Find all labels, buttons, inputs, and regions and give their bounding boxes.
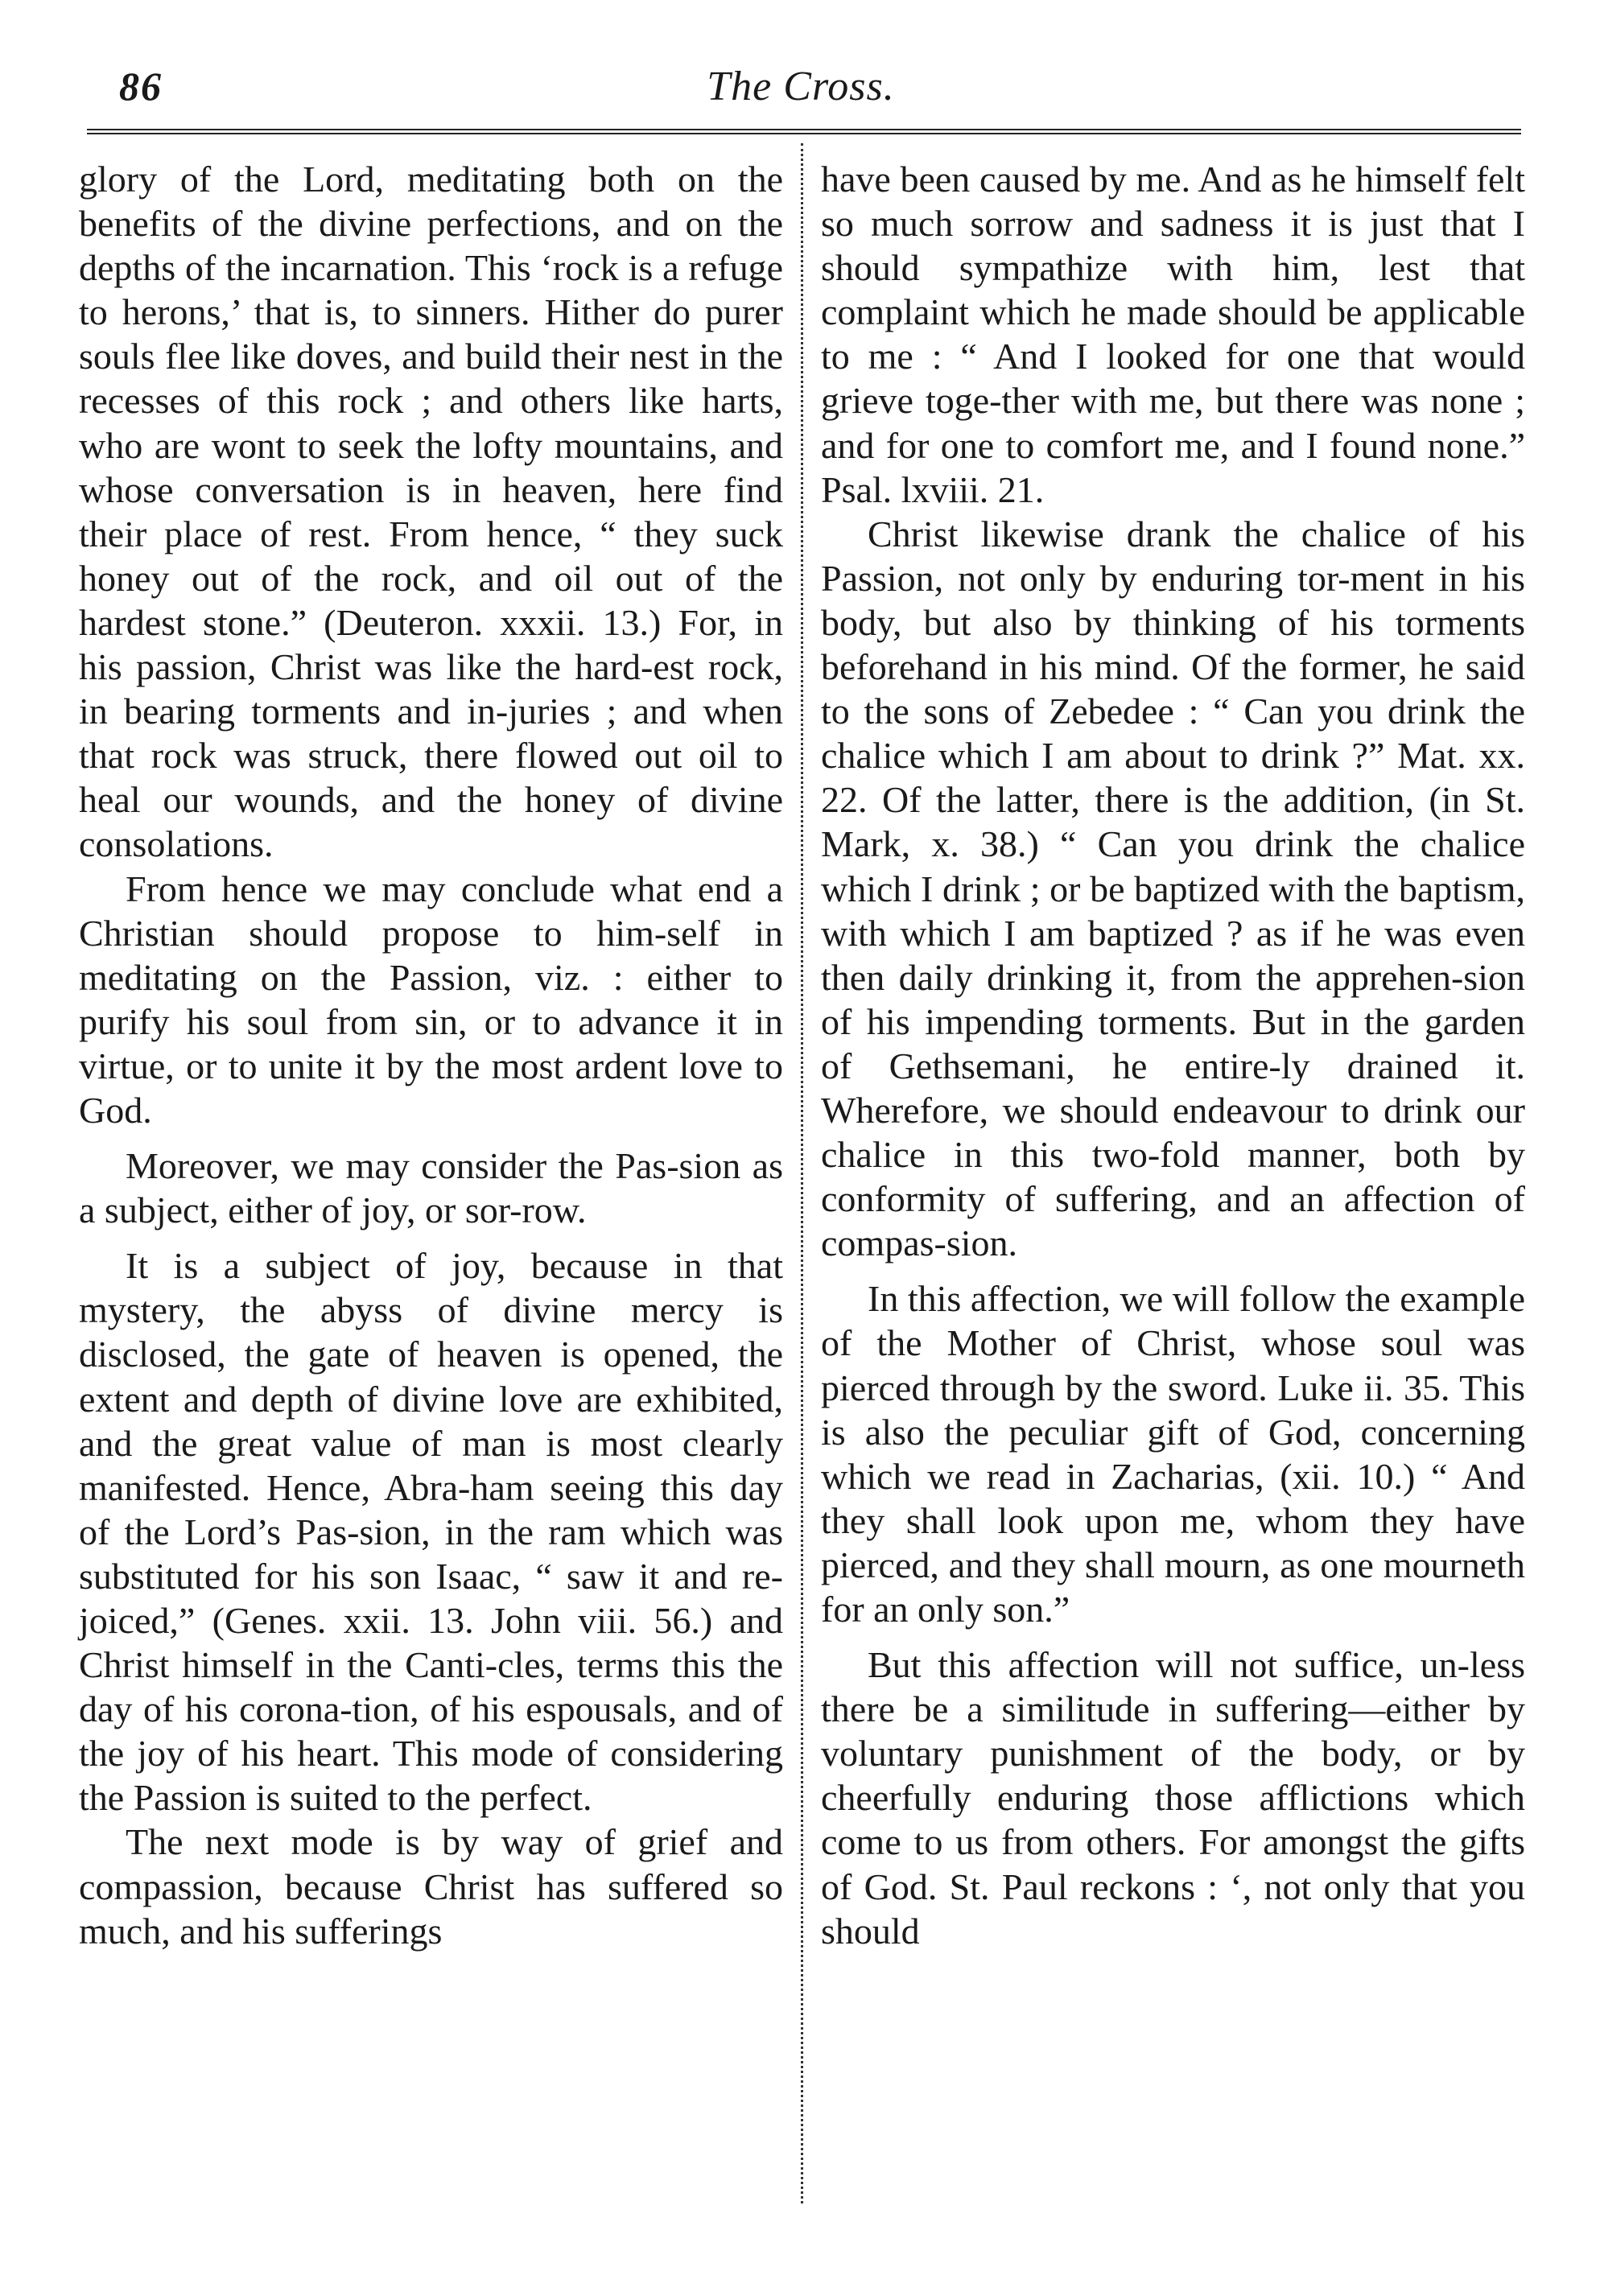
column-divider [801,143,803,2203]
paragraph: Christ likewise drank the chalice of his Passion, not only by enduring tor-ment in his body, but also by thinking of his torments beforehand in his mind. Of the former, he said to the sons of Zebedee : “ Can you drink the chalice which I am about to drink ?” Mat. xx. 22. Of the latter, there is the addition, (in St. Mark, x. 38.) “ Can you drink the chalice which I drink ; or be baptized with the baptism, with which I am baptized ? as if he was even then daily drinking it, from the apprehen-sion of his impending torments. But in the garden of Gethsemani, he entire-ly drained it. Wherefore, we should endeavour to drink our chalice in this two-fold manner, both by conformity of suffering, and an affection of compas-sion. [821,513,1525,1264]
page-number: 86 [119,64,163,109]
paragraph: have been caused by me. And as he himself felt so much sorrow and sadness it is just that I should sympathize with him, lest that complaint which he made should be applicable to me : “ And I looked for one that would grieve toge-ther with me, but there was none ; and for one to comfort me, and I found none.” Psal. lxviii. 21. [821,159,1525,510]
paragraph: From hence we may conclude what end a Christian should propose to him-self in meditating on the Passion, viz. : either to purify his soul from sin, or to advance it in virtue, or to unite it by the most ardent love to God. [79,868,783,1131]
right-column [821,157,1525,1953]
running-title: The Cross. [707,64,895,109]
paragraph: In this affection, we will follow the example of the Mother of Christ, whose soul was pierced through by the sword. Luke ii. 35. This is also the peculiar gift of God, concerning which we read in Zacharias, (xii. 10.) “ And they shall look upon me, whom they have pierced, and they shall mourn, as one mourneth for an only son.” [821,1278,1525,1630]
header-rule [87,129,1521,134]
paragraph: But this affection will not suffice, un-less there be a similitude in suffering—either by voluntary punishment of the body, or by cheerfully enduring those afflictions which come to us from others. For amongst the gifts of God. St. Paul reckons : ‘, not only that you should [821,1644,1525,1952]
page-header [80,63,1521,127]
paragraph: The next mode is by way of grief and compassion, because Christ has suffered so much, and his sufferings [79,1821,783,1952]
left-column [79,157,783,1953]
paragraph: Moreover, we may consider the Pas-sion as a subject, either of joy, or sor-row. [79,1145,783,1231]
paragraph: It is a subject of joy, because in that mystery, the abyss of divine mercy is disclosed, the gate of heaven is opened, the extent and depth of divine love are exhibited, and the great value of man is most clearly manifested. Hence, Abra-ham seeing this day of the Lord’s Pas-sion, in the ram which was substituted for his son Isaac, “ saw it and re-joiced,” (Genes. xxii. 13. John viii. 56.) and Christ himself in the Canti-cles, terms this the day of his corona-tion, of his espousals, and of the joy of his heart. This mode of considering the Passion is suited to the perfect. [79,1245,783,1819]
paragraph: glory of the Lord, meditating both on the benefits of the divine perfections, and on the depths of the incarnation. This ‘rock is a refuge to herons,’ that is, to sinners. Hither do purer souls flee like doves, and build their nest in the recesses of this rock ; and others like harts, who are wont to seek the lofty mountains, and whose conversation is in heaven, here find their place of rest. From hence, “ they suck honey out of the rock, and oil out of the hardest stone.” (Deuteron. xxxii. 13.) For, in his passion, Christ was like the hard-est rock, in bearing torments and in-juries ; and when that rock was struck, there flowed out oil to heal our wounds, and the honey of divine consolations. [79,159,783,865]
